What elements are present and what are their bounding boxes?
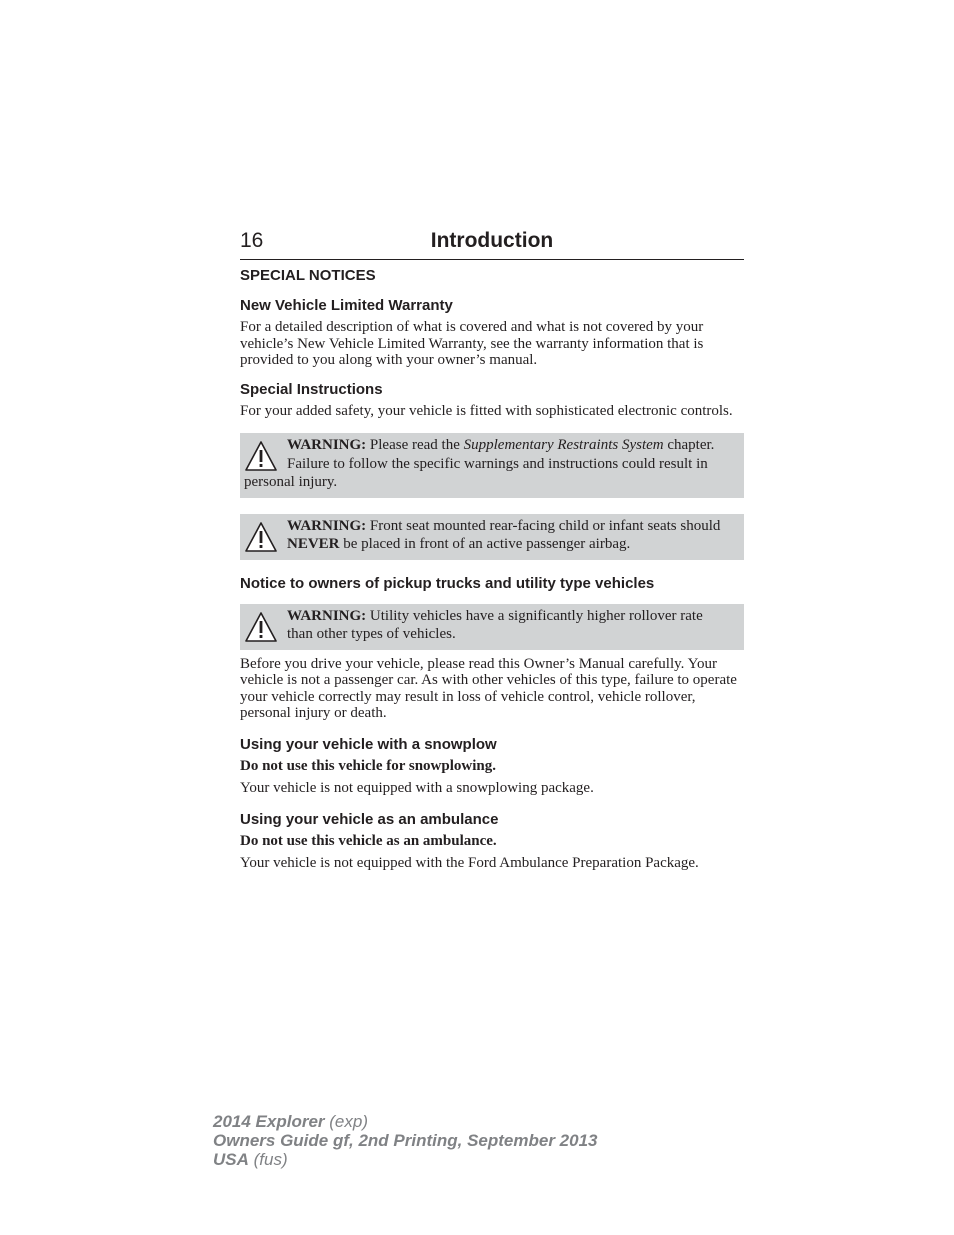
heading-pickup-notice: Notice to owners of pickup trucks and utility type vehicles	[240, 574, 655, 592]
page-content	[240, 266, 744, 883]
page-footer	[213, 1112, 597, 1169]
heading-snowplow: Using your vehicle with a snowplow	[240, 735, 497, 753]
warning-text-pre: Please read the	[369, 437, 460, 453]
snowplow-bold: Do not use this vehicle for snowplowing.	[240, 757, 496, 774]
page-header	[240, 229, 744, 260]
ambulance-bold: Do not use this vehicle as an ambulance.	[240, 832, 497, 849]
warning-triangle-icon	[245, 440, 277, 472]
ambulance-text: Your vehicle is not equipped with the Ford Ambulance Preparation Package.	[240, 855, 699, 871]
footer-market: USA	[213, 1150, 249, 1169]
snowplow-text: Your vehicle is not equipped with a snowplowing package.	[240, 780, 594, 796]
warning-box-restraints	[240, 433, 744, 498]
warning-box-rollover	[240, 604, 744, 650]
section-heading-special-notices: SPECIAL NOTICES	[240, 267, 376, 284]
warning-label: WARNING:	[287, 437, 367, 453]
warning-text-bold: NEVER	[287, 536, 340, 552]
warning-text-post: be placed in front of an active passenger airbag.	[343, 536, 631, 552]
warning-label: WARNING:	[287, 607, 367, 624]
warning-triangle-icon	[245, 521, 277, 553]
warranty-text: For a detailed description of what is covered and what is not covered by your vehicle’s New Vehicle Limited Warranty, see the warranty information that is provided to you along with your owner’s manual.	[240, 319, 704, 368]
warning-label: WARNING:	[287, 517, 367, 534]
footer-model-code: (exp)	[329, 1112, 368, 1131]
warning-text: Utility vehicles have a significantly higher rollover rate than other types of vehicles.	[287, 607, 703, 642]
chapter-title: Introduction	[430, 229, 554, 252]
warning-text-post: chapter. Failure to follow the specific warnings and instructions could result in personal injury.	[244, 437, 715, 490]
footer-model: 2014 Explorer	[213, 1112, 325, 1131]
footer-line-1	[213, 1112, 597, 1131]
page-number: 16	[240, 229, 264, 252]
warning-text-italic: Supplementary Restraints System	[463, 437, 664, 453]
footer-market-code: (fus)	[253, 1150, 288, 1169]
heading-special-instructions: Special Instructions	[240, 380, 383, 398]
warning-box-child-seat	[240, 514, 744, 560]
special-instructions-text: For your added safety, your vehicle is fitted with sophisticated electronic controls.	[240, 402, 733, 419]
heading-warranty: New Vehicle Limited Warranty	[240, 297, 453, 314]
warning-text-pre: Front seat mounted rear-facing child or infant seats should	[369, 517, 721, 534]
footer-line-2: Owners Guide gf, 2nd Printing, September 2013	[213, 1131, 598, 1150]
warning-triangle-icon	[245, 611, 277, 643]
pickup-text: Before you drive your vehicle, please read this Owner’s Manual carefully. Your vehicle is not a passenger car. As with other vehicles of this type, failure to operate your vehicle correctly may result in loss of vehicle control, vehicle rollover, personal injury or death.	[240, 655, 737, 721]
footer-line-3	[213, 1150, 597, 1169]
heading-ambulance: Using your vehicle as an ambulance	[240, 810, 499, 828]
